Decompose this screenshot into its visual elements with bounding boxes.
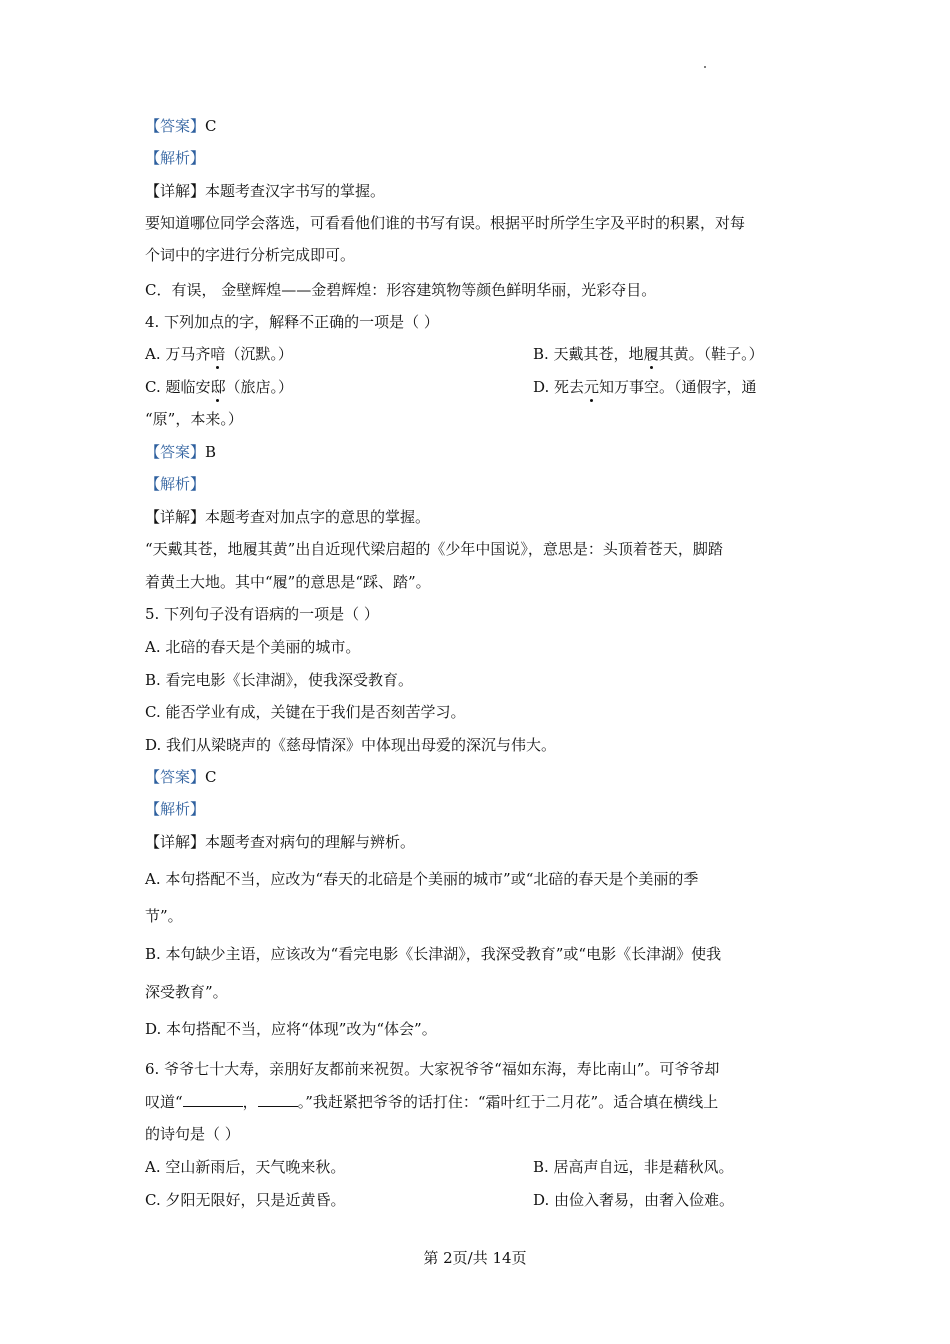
q4-option-d: D. 死去元知万事空。（通假字，通 <box>533 378 757 396</box>
detail-label: 【详解】 <box>145 182 206 200</box>
q3-paragraph-2: 个词中的字进行分析完成即可。 <box>145 246 356 264</box>
q5-stem: 5. 下列句子没有语病的一项是（ ） <box>145 605 379 623</box>
q4-answer: B <box>205 443 217 461</box>
q5-analysis-b2: 深受教育”。 <box>145 983 228 1001</box>
q3-analysis-label: 【解析】 <box>145 149 206 167</box>
q4-analysis-label: 【解析】 <box>145 475 206 493</box>
q3-detail-line <box>145 181 385 201</box>
q6-line-1: 6. 爷爷七十大寿，亲朋好友都前来祝贺。大家祝爷爷“福如东海，寿比南山”。可爷爷却 <box>145 1060 720 1078</box>
q4-detail-line <box>145 507 430 527</box>
q5-analysis-a1: A. 本句搭配不当，应改为“春天的北碚是个美丽的城市”或“北碚的春天是个美丽的季 <box>145 870 699 888</box>
q5-answer-line <box>145 767 217 787</box>
q6-option-c: C. 夕阳无限好，只是近黄昏。 <box>145 1191 346 1209</box>
q4-stem: 4. 下列加点的字，解释不正确的一项是（ ） <box>145 313 439 331</box>
q3-answer-line <box>145 116 217 136</box>
q6-line-2: 叹道“ ， 。”我赶紧把爷爷的话打住：“霜叶红于二月花”。适合填在横线上 <box>145 1093 719 1111</box>
q5-option-d: D. 我们从梁晓声的《慈母情深》中体现出母爱的深沉与伟大。 <box>145 736 557 754</box>
answer-label: 【答案】 <box>145 117 206 135</box>
q5-detail: 本题考查对病句的理解与辨析。 <box>205 833 416 851</box>
answer-label: 【答案】 <box>145 443 206 461</box>
q5-analysis-b1: B. 本句缺少主语，应该改为“看完电影《长津湖》，我深受教育”或“电影《长津湖》使我 <box>145 945 722 963</box>
answer-blank-1[interactable] <box>183 1092 243 1107</box>
dotted-char: 履 <box>643 345 659 363</box>
page-footer: 第 2页/共 14页 <box>423 1249 527 1267</box>
q5-analysis-a2: 节”。 <box>145 907 183 925</box>
answer-label: 【答案】 <box>145 768 206 786</box>
detail-label: 【详解】 <box>145 508 206 526</box>
q4-paragraph-2: 着黄土大地。其中“履”的意思是“踩、踏”。 <box>145 573 431 591</box>
q3-paragraph-3: C．有误， 金壁辉煌——金碧辉煌：形容建筑物等颜色鲜明华丽，光彩夺目。 <box>145 281 657 299</box>
dotted-char: 邸 <box>210 378 226 396</box>
q6-option-a: A. 空山新雨后，天气晚来秋。 <box>145 1158 346 1176</box>
corner-mark <box>704 66 706 68</box>
q5-answer: C <box>205 768 217 786</box>
q5-option-c: C. 能否学业有成，关键在于我们是否刻苦学习。 <box>145 703 466 721</box>
q4-detail: 本题考查对加点字的意思的掌握。 <box>205 508 431 526</box>
q5-analysis-d1: D. 本句搭配不当，应将“体现”改为“体会”。 <box>145 1020 437 1038</box>
q5-option-a: A. 北碚的春天是个美丽的城市。 <box>145 638 361 656</box>
q6-option-b: B. 居高声自远，非是藉秋风。 <box>533 1158 734 1176</box>
q3-paragraph-1: 要知道哪位同学会落选，可看看他们谁的书写有误。根据平时所学生字及平时的积累，对每 <box>145 214 746 232</box>
detail-label: 【详解】 <box>145 833 206 851</box>
q3-answer: C <box>205 117 217 135</box>
q5-analysis-label: 【解析】 <box>145 800 206 818</box>
dotted-char: 元 <box>584 378 600 396</box>
q4-option-d-cont: “原”，本来。） <box>145 410 243 428</box>
q5-option-b: B. 看完电影《长津湖》，使我深受教育。 <box>145 671 414 689</box>
q5-detail-line <box>145 832 415 852</box>
q4-paragraph-1: “天戴其苍，地履其黄”出自近现代梁启超的《少年中国说》，意思是：头顶着苍天，脚踏 <box>145 540 723 558</box>
q4-option-a: A. 万马齐喑（沉默。） <box>145 345 293 363</box>
dotted-char: 喑 <box>210 345 226 363</box>
q4-answer-line <box>145 442 216 462</box>
q6-line-3: 的诗句是（ ） <box>145 1125 240 1143</box>
q4-option-b: B. 天戴其苍，地履其黄。（鞋子。） <box>533 345 764 363</box>
q3-detail: 本题考查汉字书写的掌握。 <box>205 182 386 200</box>
q6-option-d: D. 由俭入奢易，由奢入俭难。 <box>533 1191 735 1209</box>
q4-option-c: C. 题临安邸（旅店。） <box>145 378 294 396</box>
answer-blank-2[interactable] <box>258 1092 298 1107</box>
